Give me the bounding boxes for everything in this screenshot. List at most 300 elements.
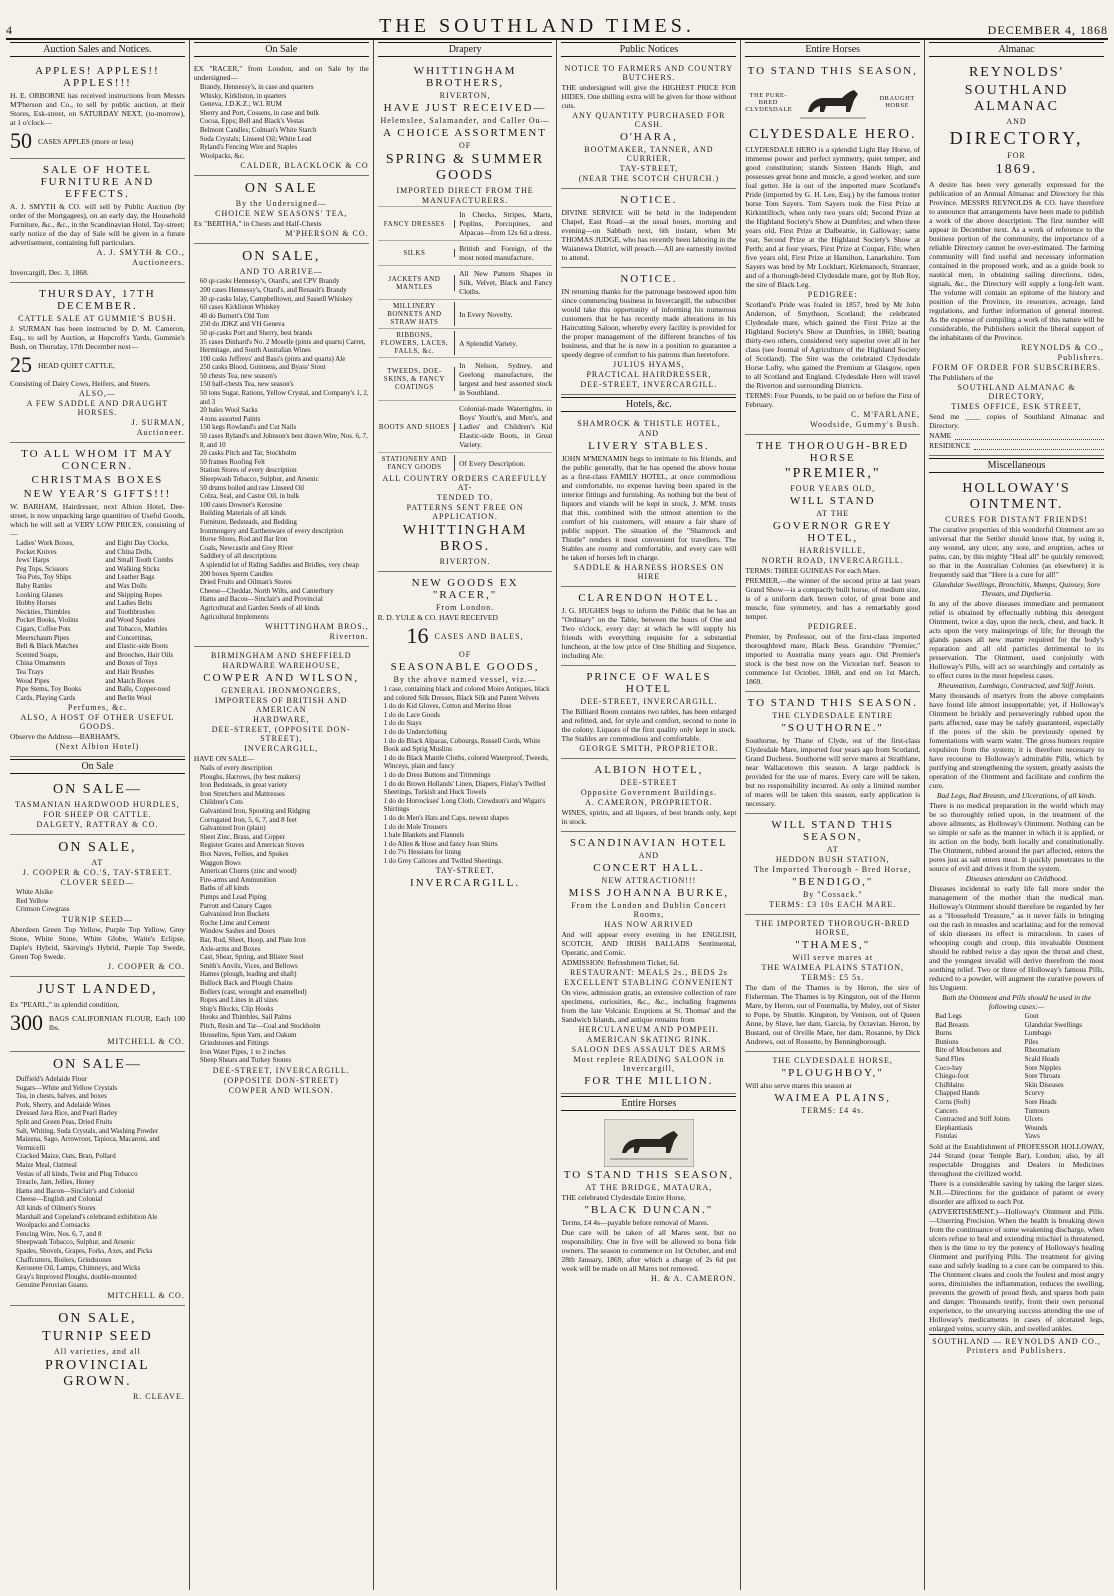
stores-list	[194, 277, 369, 621]
ad-subheading: HAVE JUST RECEIVED—	[383, 102, 547, 114]
ad-line: FOUR YEARS OLD,	[790, 484, 876, 493]
ad-divine-service	[561, 189, 736, 268]
list-item: 4 tons assorted Paints	[199, 414, 261, 423]
ad-subheading: THE CLYDESDALE ENTIRE	[772, 711, 894, 720]
ailments-list-left	[929, 1012, 1014, 1141]
ad-heading: THE IMPORTED THOROUGH-BRED HORSE,	[755, 919, 911, 937]
goods-row	[378, 400, 553, 452]
list-item: 50 cases Ryland's and Johnson's best drawn Wire, Nos. 6, 7, 8, and 10	[199, 432, 368, 449]
residence-label: RESIDENCE	[929, 441, 971, 450]
ad-line: HARRISVILLE,	[799, 546, 866, 555]
list-item: Soda Crystals; Linseed Oil; White Lead	[199, 134, 312, 143]
ad-big-text: CASES AND BALES,	[434, 631, 524, 641]
ad-italic: Glandular Swellings, Bronchitis, Mumps, Quinsey, Sore Throats, and Diptheria.	[932, 580, 1101, 598]
ad-line: A FEW SADDLE AND DRAUGHT HORSES.	[26, 399, 169, 417]
list-item: 250 do JDKZ and VH Geneva	[199, 320, 285, 329]
ad-line: From the London and Dublin Concert Rooms,	[571, 901, 727, 919]
list-item: 1 do do Men's Hats and Caps, newest shapes	[383, 813, 509, 822]
section-label: Auction Sales and Notices.	[10, 42, 185, 57]
goods-category: FANCY DRESSES	[378, 220, 455, 228]
list-item: 30 qr-casks Islay, Campbelltown, and Sassell Whiskey	[199, 294, 353, 303]
ad-signature-place: INVERCARGILL.	[410, 877, 521, 890]
ad-cowper-wilson	[194, 647, 369, 1100]
imprint: SOUTHLAND — REYNOLDS AND CO., Printers and Publishers.	[929, 1334, 1104, 1355]
ad-subheading: AND TO ARRIVE—	[239, 267, 323, 277]
ad-subheading: CHOICE NEW SEASONS' TEA,	[215, 209, 348, 219]
ad-line: HAS NOW ARRIVED	[604, 920, 694, 929]
ad-shamrock-hotel	[561, 415, 736, 587]
list-item: Scurvy	[1024, 1089, 1045, 1098]
ad-body: On view, admission gratis, an extensive collection of rare specimens, curiosities, &c., &c., including fragments from the late Volcanic Eruptions at St. Thomas' and the Sandwich Islands, and antique remains from	[561, 988, 737, 1024]
list-item: 50 frames Roofing Felt	[199, 457, 265, 466]
ad-heading: ON SALE	[244, 181, 318, 197]
ad-signature: (NEAR THE SCOTCH CHURCH.)	[578, 174, 720, 183]
ad-heading: JUST LANDED,	[37, 982, 158, 998]
ad-line: ADMISSION: Refreshment Ticket, 6d.	[561, 958, 680, 967]
ad-body: Scotland's Pride was foaled in 1857, bred by Mr John Anderson, of Smythson, Scotland; the celebrated Clydesdale mare, which gained the First Prize at the Highland Society's Show at Dumfries, in 1860, beating thirty-two others, considered very superior over all in her class (see Journal of Agriculture of the Highland Society of Scotland). The Sire was the celebrated Clydesdale Horse Lofty, who gained the Premium at Glasgow, open to all Scotland and England. Clydesdale Hero will travel the Riverton and surrounding Districts.	[745, 300, 921, 390]
list-item: and Hair Brushes	[105, 667, 155, 676]
ad-line: NEW ATTRACTION!!!	[601, 876, 697, 885]
list-item: Cast, Shear, Spring, and Blister Steel	[199, 953, 304, 962]
ad-line: OF	[458, 650, 472, 659]
list-item: Tea Trays	[16, 667, 44, 676]
ad-whittingham-stores	[194, 244, 369, 647]
page-number: 4	[6, 23, 12, 37]
list-item: Iron Water Pipes, 1 to 2 inches	[199, 1047, 286, 1056]
list-item: 20 casks Pitch and Tar, Stockholm	[199, 449, 297, 458]
list-item: Cards, Playing Cards	[16, 693, 76, 702]
list-item: Skin Diseases	[1024, 1080, 1064, 1089]
ad-subheading: AT	[91, 858, 104, 868]
ad-signature: MITCHELL & CO.	[107, 1037, 185, 1047]
ad-body: Southorne, by Thane of Clyde, out of the first-class Clydesdale Mare, imported four years ago from Scotland, Grand Duchess. Southorne will serve mares at Strathlane, near Wallacetown this season. A large paddock is provided for the use of mares. Every care will be taken, but no responsibility incurred. As only a limited number of mares will be taken this season, early application is necessary.	[745, 736, 921, 808]
ad-turnip-seed	[10, 1306, 185, 1406]
ad-line: AT	[826, 845, 839, 854]
ad-subheading: CATTLE SALE AT GUMMIE'S BUSH.	[18, 314, 177, 323]
list-item: Pitch, Resin and Tar—Coal and Stockholm	[199, 1021, 321, 1030]
ad-subheading: A CHOICE ASSORTMENT	[383, 127, 547, 139]
list-item: Fire-arms and Ammunition	[199, 875, 277, 884]
goods-row	[378, 240, 553, 265]
list-item: Ladies' Work Boxes,	[16, 539, 74, 547]
list-item: Pipe Stems, Toy Books	[16, 685, 82, 694]
residence-field	[974, 441, 1104, 450]
horse-illustration	[798, 80, 868, 124]
list-item: 60 qr-casks Hennessy's, Otard's, and CPV Brandy	[199, 277, 340, 286]
masthead	[6, 4, 1108, 40]
list-item: and Concertinas,	[105, 633, 153, 642]
ad-line: OF	[458, 141, 472, 150]
ad-signature: (OPPOSITE DON-STREET)	[223, 1075, 339, 1085]
list-item: Building Materials of all kinds	[199, 509, 286, 518]
ad-line: Perfumes, &c.	[67, 703, 127, 713]
ad-southorne	[745, 692, 920, 814]
list-item: Ironmongery and Earthenware of every description	[199, 526, 344, 535]
list-item: 100 cases Downer's Kerosine	[199, 500, 283, 509]
ad-subheading: Opposite Government Buildings.	[580, 788, 717, 797]
list-item: Ploughs, Harrows, (by best makers)	[199, 772, 301, 781]
section-label: Entire Horses	[561, 1096, 736, 1111]
ad-body: The curative properties of this wonderful Ointment are so universal that the Settler should know that, by using it, any wound, any ulcer, any sore, and eruption, aches or pains, can, by this mighty "Heal all" be quickly removed; so that in the Australian Colonies (as elsewhere) it is frequently said that "Here is a cure for all!"	[929, 525, 1104, 579]
ad-just-landed	[10, 977, 185, 1052]
ad-heading: BIRMINGHAM AND SHEFFIELD	[211, 651, 352, 661]
list-item: Tumours	[1024, 1106, 1050, 1115]
ad-line: EXCELLENT STABLING CONVENIENT	[564, 978, 734, 987]
ad-subheading: HEDDON BUSH STATION,	[775, 855, 890, 864]
list-item: White Alsike	[16, 888, 53, 897]
list-item: Houselins, Spun Yarn, and Oakum	[199, 1030, 297, 1039]
list-item: Grindstones and Fittings	[199, 1039, 269, 1048]
ad-big-number: 25	[10, 352, 32, 377]
ad-heading: WHITTINGHAM BROTHERS,	[413, 65, 517, 89]
section-label: Hotels, &c.	[561, 397, 736, 412]
list-item: Ulcers	[1024, 1115, 1043, 1124]
ad-line: NORTH ROAD, INVERCARGILL.	[761, 556, 904, 565]
list-item: Chilblains	[935, 1080, 964, 1089]
list-item: Iron Bedsteads, in great variety	[199, 781, 288, 790]
list-item: Sheepwash Tobacco, Sulphur, and Arsenic	[16, 1238, 135, 1247]
list-item: 150 kegs Rowland's and Cut Nails	[199, 423, 297, 432]
list-item: Nails of every description	[199, 764, 273, 773]
ad-line: (Next Albion Hotel)	[55, 742, 140, 752]
list-item: Dressed Java Rice, and Pearl Barley	[16, 1109, 118, 1118]
ad-heading: ON SALE,	[242, 249, 321, 265]
list-item: Agricultural Implements	[199, 612, 269, 621]
list-item: Woolpacks and Cornsacks	[16, 1221, 90, 1230]
list-item: Children's Cots	[199, 798, 243, 807]
section-label: Drapery	[378, 42, 553, 57]
ad-line: PATTERNS SENT FREE ON APPLICATION.	[406, 503, 524, 521]
ad-signature: GEORGE SMITH, PROPRIETOR.	[579, 744, 719, 753]
list-item: Hams and Bacon—Sinclair's and Colonial	[16, 1186, 135, 1195]
ad-line: SALOON DES ASSAULT DES ARMS	[571, 1045, 727, 1054]
list-item: Sugars—White and Yellow Crystals	[16, 1083, 118, 1092]
ad-heading: TO STAND THIS SEASON,	[747, 65, 918, 77]
ad-title: SOUTHLAND ALMANAC	[964, 83, 1069, 114]
list-item: Wood Pipes	[16, 676, 50, 685]
list-item: Pocket Knives	[16, 547, 57, 556]
list-item: Smith's Anvils, Vices, and Bellows	[199, 961, 298, 970]
ad-heading: THE THOROUGH-BRED HORSE	[756, 440, 910, 464]
ad-line: Will also serve mares this season at	[745, 1081, 852, 1090]
list-item: 50 qr-casks Port and Sherry, best brands	[199, 328, 313, 337]
ad-signature-role: Publishers.	[1057, 353, 1104, 362]
ad-body: J. SURMAN has been instructed by D. M. Cameron, Esq., to sell by Auction, at Hopcroft's Yards, Gummie's Bush, on Thursday, 17th December next—	[10, 324, 185, 351]
ad-line: PEDIGREE:	[807, 290, 858, 299]
list-item: 35 cases Dinhard's No. 2 Moselle (pints and quarts) Carret, Hermitage, and South Australian Wines	[199, 337, 366, 355]
ad-body: There is a considerable saving by taking the larger sizes. N.B.—Directions for the guidance of patient or every disorder are affixed to each Pot.	[929, 1178, 1104, 1206]
list-item: All kinds of Oilmen's Stores	[16, 1203, 96, 1212]
ad-signature: DEE-STREET, INVERCARGILL.	[580, 380, 718, 389]
ad-signature: COWPER AND WILSON.	[228, 1085, 334, 1095]
ad-signature: A. CAMERON, PROPRIETOR.	[585, 798, 713, 807]
ad-subheading: J. COOPER & CO.'S, TAY-STREET.	[22, 868, 173, 878]
ad-body: R. D. YULE & CO. HAVE RECEIVED	[377, 613, 498, 622]
ad-line: MANUFACTURERS.	[422, 196, 509, 205]
ad-body: PREMIER,—the winner of the second prize at last years Grand Show—is a compactly built horse, of medium size, is of a uniform dark brown color, of great bone and muscle, fine symmetry, and has a remarkably good temper.	[745, 576, 921, 621]
ad-clarendon-hotel	[561, 587, 736, 666]
list-item: Saddlery of all descriptions	[199, 552, 277, 561]
ad-line: HAVE ON SALE—	[193, 754, 255, 764]
ad-body: Sold at the Establishment of PROFESSOR HOLLOWAY, 244 Strand (near Temple Bar), London; also, by all respectable Druggists and Dealers in Medicines throughout the civilized world.	[929, 1141, 1104, 1178]
ad-line: RESTAURANT: MEALS 2s., BEDS 2s	[569, 968, 728, 977]
order-form-line: SOUTHLAND ALMANAC & DIRECTORY,	[957, 383, 1076, 401]
ad-hides	[561, 60, 736, 189]
ad-line: The Imported Thorough - Bred Horse,	[753, 865, 912, 874]
horse-tag-right: DRAUGHT HORSE	[879, 95, 915, 109]
list-item: and Boxes of Toys	[105, 659, 158, 668]
list-item: Pocket Books, Violins	[16, 616, 79, 625]
ad-signature: J. SURMAN,	[131, 418, 185, 427]
list-item: Elephantiasis	[935, 1123, 973, 1132]
ad-signature: C. M'FARLANE,	[850, 410, 921, 419]
list-item: Peg Tops, Scissors	[16, 564, 69, 573]
goods-description: All New Pattern Shapes in Silk, Velvet, Black and Fancy Cloths.	[459, 269, 553, 296]
ad-heading: SALE OF HOTEL FURNITURE AND EFFECTS.	[40, 164, 155, 200]
ad-signature: TAY-STREET,	[619, 164, 679, 173]
ad-groceries	[10, 1052, 185, 1306]
list-item: Chaffcutters, Boilers, Grindstones	[16, 1255, 112, 1264]
list-item: 1 do do Black Mantle Cloths, colored Waterproof, Tweeds, Winceys, plain and fancy	[383, 753, 549, 771]
list-item: Sheepwash Tobacco, Sulphur, and Arsenic	[199, 475, 319, 483]
column-almanac	[925, 40, 1108, 1590]
order-form-line: TIMES OFFICE, ESK STREET,	[951, 402, 1082, 411]
ad-title: "PREMIER,"	[784, 466, 881, 481]
ad-title: CHRISTMAS BOXES	[31, 474, 164, 486]
ad-subheading: RIVERTON,	[439, 91, 491, 100]
order-form-line: Send me ____ copies of Southland Almanac and Directory.	[929, 412, 1104, 430]
ad-black-duncan	[561, 1114, 736, 1288]
ad-title: "SOUTHORNE."	[781, 722, 884, 734]
list-item: and Balls, Copper-toed	[105, 685, 171, 694]
list-item: Sheet Zinc, Brass, and Copper	[199, 832, 285, 841]
issue-date: DECEMBER 4, 1868	[987, 23, 1108, 37]
ad-subheading: DEE-STREET, INVERCARGILL.	[580, 697, 718, 706]
list-item: Sore Nipples	[1024, 1063, 1061, 1072]
ad-subheading: GENERAL IRONMONGERS,	[221, 686, 342, 696]
ad-albion-hotel	[561, 759, 736, 832]
list-item: Geneva, J.D.K.Z.; W.I. RUM	[199, 100, 282, 109]
goods-row	[378, 452, 553, 473]
ad-title: "THAMES,"	[795, 939, 871, 951]
name-field	[955, 431, 1104, 440]
ad-signature: WHITTINGHAM BROS.	[402, 523, 528, 554]
ad-subheading: By the Undersigned—	[235, 199, 327, 209]
list-item: 1 do do Mole Trousers	[383, 822, 448, 831]
ad-subheading: LIVERY STABLES.	[588, 440, 710, 452]
ad-body: Many thousands of martyrs from the above complaints have found life almost insupportable; yet, if Holloway's Ointment be briskly and perseveringly rubbed upon the parts affected, ease may be safely guaranteed, especially if the pores of the skin be previously opened by fomentations with warm water. The gross humors require expulsion from the system; it is therefore necessary to have recourse to Holloway's admirable Pills, which by purifying and strengthening the system, greatly assists the operation of the Ointment and facilitate and confirm the cure.	[929, 691, 1104, 790]
goods-row	[378, 357, 553, 400]
list-item: 40 do Burnett's Old Tom	[199, 311, 269, 320]
ad-subheading: From London.	[435, 603, 495, 612]
list-item: Glandular Swellings	[1024, 1020, 1082, 1029]
ad-body: THE undersigned will give the HIGHEST PRICE FOR HIDES. One shilling extra will be given for those without cuts.	[561, 83, 737, 110]
ad-body: EX "RACER," from London, and on Sale by the undersigned—	[193, 64, 369, 82]
list-item: and Wax Dolls	[105, 581, 147, 590]
list-item: Sheep Shears and Turkey Stones	[199, 1056, 292, 1065]
list-item: Roche Lime and Cement	[199, 918, 270, 927]
list-item: Galvanized Iron Buckets	[199, 910, 270, 919]
list-item: 1 case, containing black and colored Moire Antiques, black and colored Silk Dresses, Black Silk and Patent Velvets	[383, 685, 550, 702]
list-item: Scented Soaps,	[16, 650, 59, 659]
ailments-list-right	[1019, 1012, 1104, 1141]
ad-signature-role: Auctioneers.	[132, 258, 185, 267]
goods-description: In Checks, Stripes, Marts, Poplins, Porcupines, and Alpacas—from 12s 6d a dress.	[459, 210, 553, 237]
goods-description: Colonial-made Watertights, in Boys' Youth's, and Men's, and Ladies' and Children's Kid Elastic-side Boots, in Great Variety.	[459, 404, 553, 449]
ad-subheading: INVERCARGILL,	[244, 744, 319, 754]
section-label: Almanac	[929, 42, 1104, 57]
ad-yule-seasonable	[378, 572, 553, 895]
ad-heading: APPLES! APPLES!! APPLES!!!	[35, 65, 160, 89]
list-item: and Elastic-side Boots	[105, 642, 169, 651]
list-item: Vestas of all kinds, Twist and Plug Tobacco	[16, 1169, 138, 1178]
ad-heading: REYNOLDS'	[968, 65, 1065, 80]
list-item: Pumps and Lead Piping	[199, 893, 267, 901]
ad-big-text: HEAD QUIET CATTLE,	[38, 360, 115, 370]
ad-heading: THURSDAY, 17TH DECEMBER.	[39, 288, 156, 312]
ad-bendigo	[745, 814, 920, 915]
ad-subheading: DEE-STREET, (OPPOSITE DON-STREET),	[211, 725, 351, 744]
ad-body: There is no medical preparation in the world which may be so thoroughly relied upon, in the treatment of the above ailments, as Holloway's Ointment. Nothing can be so simple or safe as the manner in which it is applied, or its action on the body, both locally and constitutionally. The Ointment, rubbed around the part affected, enters the pores just as salt enters meat. It quickly penetrates to the source of evil and drives it from the system.	[929, 801, 1104, 873]
list-item: Bullock Back and Plough Chains	[199, 978, 293, 987]
column-on-sale	[190, 40, 374, 1590]
ad-line: Terms, £4 4s—payable before removal of Mares.	[561, 1218, 709, 1227]
list-item: Looking Glasses	[16, 590, 63, 599]
ad-line: By the above named vessel, viz.—	[393, 675, 537, 684]
ad-line: TERMS: £5 5s.	[801, 973, 865, 982]
ad-line: SADDLE & HARNESS HORSES ON HIRE	[573, 563, 725, 581]
list-item: Box Naves, Fellies, and Spokes	[199, 850, 289, 859]
ad-signature: JULIUS HYAMS,	[613, 360, 685, 369]
list-item: Cigars, Coffee Pots	[16, 624, 71, 633]
list-item: Rheumatism	[1024, 1046, 1060, 1055]
ad-body: W. BARHAM, Hairdresser, next Albion Hotel, Dee-street, is now unpacking large quantities of Useful Goods, which he will sell at VERY LOW PRICES, consisting of—	[10, 502, 185, 538]
list-item: Burns	[935, 1029, 952, 1038]
list-item: Maize Meal, Oatmeal	[16, 1161, 77, 1169]
list-item: Window Sashes and Doors	[199, 927, 276, 936]
list-item: Treacle, Jam, Jellies, Honey	[16, 1178, 95, 1187]
ad-hotel-furniture	[10, 159, 185, 283]
column-public-notices	[557, 40, 741, 1590]
list-item: Maizena, Sago, Arrowroot, Tapioca, Macaroni, and Vermicelli	[16, 1135, 160, 1152]
list-item: Ship's Blocks, Clip Hooks	[199, 1004, 274, 1013]
ad-signature: REYNOLDS & CO.,	[1020, 343, 1104, 352]
list-item: 20 bales Wool Sacks	[199, 406, 258, 415]
ad-body: JOHN M'MENAMIN begs to intimate to his friends, and the public generally, that he has opened the above house as a first-class FAMILY HOTEL, at once commodious and comfortable, no expense having been spared in the interior fittings and furnishing. As nothing but the best of liquors and viands will be kept in stock, J. M'M. trusts that this, combined with the utmost attention to the comfort of his customers, will ensure a fair share of public support. The situation of the "Shamrock and Thistle" renders it most convenient for travellers. The Stables are roomy and comfortable, and every care will be taken of horses left in charge.	[561, 454, 737, 562]
list-item: 1 do 7½ Hessians for lining	[383, 848, 462, 857]
ad-signature: J. COOPER & CO.	[107, 962, 185, 972]
ad-subheading: TURNIP SEED	[42, 1328, 153, 1344]
list-item: Iron Stretchers and Mattresses	[199, 789, 285, 798]
list-item: 1 bale Blankets and Flannels	[383, 831, 465, 840]
column-auction-sales	[6, 40, 190, 1590]
goods-list	[378, 685, 553, 865]
ad-signature: M'PHERSON & CO.	[285, 229, 369, 239]
goods-row	[378, 328, 553, 357]
list-item: Sore Throats	[1024, 1072, 1061, 1081]
ad-racer-spirits	[194, 60, 369, 176]
list-item: Tea Pots, Toy Ships	[16, 573, 72, 582]
ad-subheading: THE WAIMEA PLAINS STATION,	[761, 963, 904, 972]
ad-line: TURNIP SEED—	[62, 915, 133, 925]
ad-heading: SHAMROCK & THISTLE HOTEL,	[577, 419, 721, 428]
ad-body: H. E. ORBORNE has received instructions from Messrs M'Pherson and Co., to sell by public auction, at their Stores, Esk-street, on SATURDAY NEXT, (to-morrow), at 1 o'clock—	[10, 91, 185, 127]
list-item: Spades, Shovels, Grapes, Forks, Axes, and Picks	[16, 1246, 153, 1255]
list-item: 1 do do Horrockses' Long Cloth, Crewdson's and Wigan's Shirtings	[383, 796, 546, 814]
goods-category: RIBBONS, FLOWERS, LACES, FALLS, &c.	[378, 331, 455, 355]
ad-prince-of-wales	[561, 666, 736, 759]
ad-thames	[745, 915, 920, 1052]
list-item: and Leather Bags	[105, 573, 155, 582]
ad-line: TERMS: £4 4s.	[801, 1106, 865, 1115]
list-item: 60 cases Kirkliston Whiskey	[199, 303, 280, 312]
ad-signature-role: Auctioneer.	[136, 428, 185, 437]
list-item: Fencing Wire, Nos. 6, 7, and 8	[16, 1229, 102, 1238]
ad-title: DIRECTORY,	[949, 128, 1084, 148]
goods-row	[378, 299, 553, 328]
ad-line: TERMS: £3 10s EACH MARE.	[769, 900, 897, 909]
ad-body: IN returning thanks for the patronage bestowed upon him since commencing business in Invercargill, the subscriber would take this opportunity of informing his numerous customers that he has recently made alterations in his Haircutting Saloon, whereby every facility is provided for the proper management of the different branches of his business, and that he is now in a position to guarantee a speedy degree of comfort to his patrons than heretofore.	[561, 287, 737, 359]
ad-body: The Billiard Room contains two tables, has been enlarged and refitted, and, for style and comfort, second to none in the colony. Liquors of the first quality only kept in stock. The Stables are commodious and comfortable.	[561, 707, 737, 743]
ad-dateline: Invercargill, Dec. 3, 1868.	[10, 268, 89, 277]
ad-subheading: AT THE BRIDGE, MATAURA,	[585, 1183, 713, 1192]
ad-body: WINES, spirits, and all liquors, of best brands only, kept in stock.	[561, 808, 737, 826]
ad-premier	[745, 435, 920, 692]
list-item: Brandy, Hennessy's, in case and quarters	[199, 83, 314, 91]
list-item: Register Grates and American Stoves	[199, 841, 305, 850]
list-item: China Ornaments	[16, 659, 66, 668]
ad-big-number: 300	[10, 1010, 43, 1036]
list-item: and Tobacco, Marbles	[105, 624, 168, 633]
list-item: Colza, Seal, and Castor Oil, in bulk	[199, 492, 300, 501]
list-item: Cancers	[935, 1106, 958, 1115]
ad-title: ANY QUANTITY PURCHASED FOR CASH.	[572, 111, 726, 129]
ad-clydesdale-hero	[745, 60, 920, 435]
ad-line: GOVERNOR GREY HOTEL,	[772, 520, 893, 544]
list-item: Cheese—Cheddar, North Wilts, and Canterbury	[199, 586, 334, 595]
goods-description: In Every Novelty.	[459, 309, 513, 319]
ad-heading: TO STAND THIS SEASON.	[747, 697, 918, 709]
list-item: and Small Tooth Combs	[105, 556, 174, 565]
ad-line: AND	[638, 429, 660, 438]
ad-heading: HARDWARE WAREHOUSE,	[222, 661, 340, 671]
ad-signature: H. & A. CAMERON.	[650, 1274, 737, 1283]
ad-signature: BOOTMAKER, TANNER, AND CURRIER,	[584, 145, 714, 163]
list-item: Bell & Black Matches	[16, 642, 79, 651]
ad-body: Diseases incidental to early life fall more under the management of the mother than the medical man. Holloway's Ointment should therefore be regarded by her as a "Household Treasure," as it never fails in bringing out the rash in measles and scarlatina; and for the removal of skin diseases its effect is miraculous. In cases of whooping cough and croup, this invaluable Ointment should be rubbed twice a day upon the throat and chest, and the youngest invalid will derive therefrom the most soothing relief. Two or three of Holloway's famous Pills, reduced to a powder, will augment the curative powers of his Unguent.	[929, 884, 1104, 992]
list-item: and Brooches, Hair Oils	[105, 650, 174, 659]
list-item: Hames (plough, leading and shaft)	[199, 970, 297, 979]
newspaper-title: THE SOUTHLAND TIMES.	[379, 15, 695, 37]
ad-subheading: CONCERT HALL.	[593, 862, 705, 874]
list-item: Marshall and Copeland's celebrated exhibition Ale	[16, 1212, 158, 1221]
ad-heading: ALBION HOTEL,	[594, 764, 704, 776]
list-item: Jews' Harps	[16, 556, 50, 565]
ad-line: Will serve mares at	[792, 953, 874, 962]
ad-line: Ex "BERTHA," in Chests and Half-Chests	[193, 219, 322, 229]
list-item: Meerschaum Pipes	[16, 633, 70, 642]
ad-line: HERCULANEUM AND POMPEII.	[578, 1025, 720, 1034]
ad-seed-sale	[10, 835, 185, 977]
ad-line: FOR	[1007, 151, 1026, 160]
list-item: 1 do do Dress Buttons and Trimmings	[383, 770, 491, 779]
section-label: Miscellaneous	[929, 458, 1104, 473]
list-item: 200 boxes Sperm Candles	[199, 569, 273, 578]
goods-category: BOOTS AND SHOES	[378, 423, 455, 431]
ad-line: FOR THE MILLION.	[584, 1075, 714, 1087]
list-item: Gout	[1024, 1012, 1039, 1020]
list-item: Crimson Cowgrass	[16, 905, 70, 914]
